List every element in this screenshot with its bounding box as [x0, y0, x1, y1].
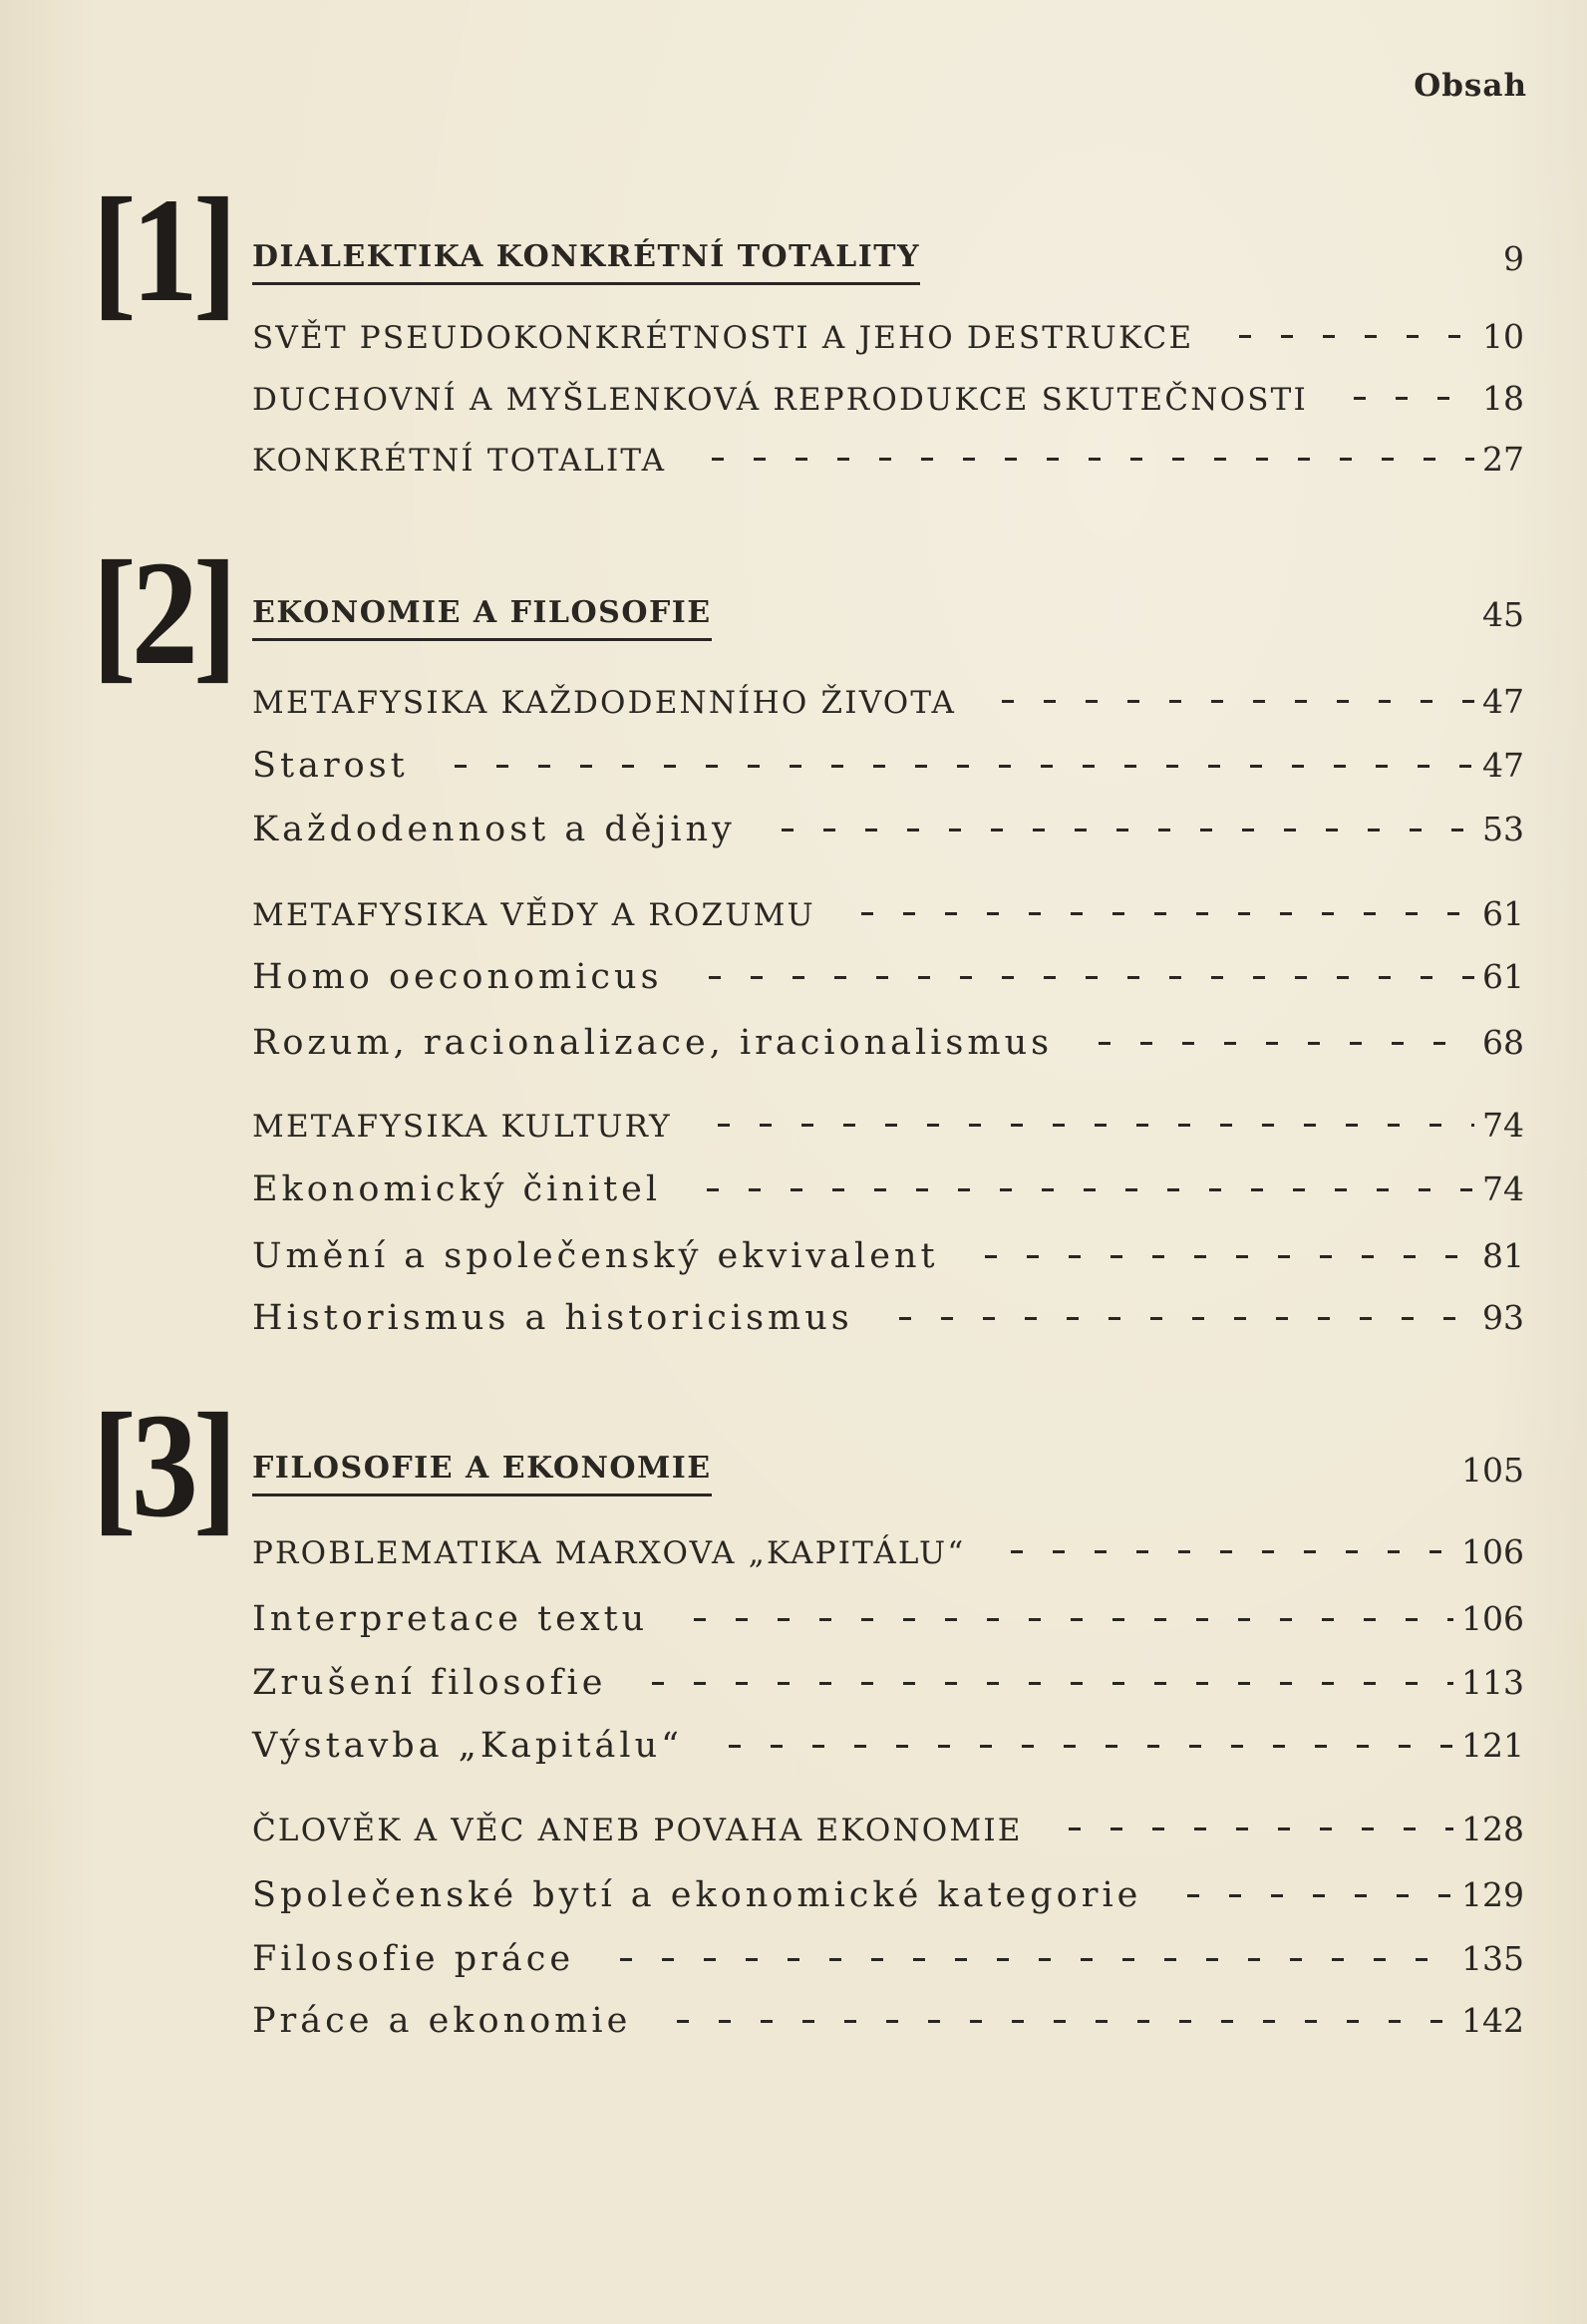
toc-entry-label: METAFYSIKA KULTURY [252, 1109, 672, 1145]
toc-page-number: 106 [1461, 1532, 1524, 1571]
dot-leader [1324, 397, 1474, 400]
toc-page-number: 129 [1461, 1875, 1524, 1914]
dot-leader [1069, 1042, 1474, 1045]
toc-page-number: 61 [1482, 957, 1524, 996]
toc-entry [252, 2001, 1524, 2041]
toc-page-number: 10 [1482, 317, 1524, 356]
toc-entry [252, 1106, 1524, 1145]
dot-leader [972, 700, 1474, 703]
toc-entry-label: Společenské bytí a ekonomické kategorie [252, 1875, 1142, 1915]
toc-page-number: 68 [1482, 1023, 1524, 1062]
toc-page-number: 18 [1482, 379, 1524, 418]
toc-page-number: 47 [1482, 682, 1524, 721]
toc-entry [252, 1023, 1524, 1063]
toc-entry [252, 1298, 1524, 1338]
dot-leader [869, 1317, 1474, 1320]
toc-page-number: 45 [1482, 595, 1524, 634]
toc-entry [252, 894, 1524, 933]
toc-entry-label: Ekonomický činitel [252, 1169, 662, 1209]
toc-page-number: 128 [1461, 1810, 1524, 1848]
toc-page-number: 27 [1482, 440, 1524, 479]
toc-entry [252, 317, 1524, 356]
toc-entry [252, 1599, 1524, 1639]
dot-leader [955, 1255, 1474, 1258]
part-number: [3] [92, 1383, 233, 1548]
dot-leader [677, 1188, 1474, 1191]
toc-page-number: 105 [1461, 1451, 1524, 1490]
toc-page-number: 142 [1461, 2001, 1524, 2040]
dot-leader [590, 1958, 1453, 1961]
dot-leader [752, 829, 1474, 831]
toc-entry-label: DUCHOVNÍ A MYŠLENKOVÁ REPRODUKCE SKUTEČNOSTI [252, 382, 1308, 418]
toc-page-number: 47 [1482, 746, 1524, 785]
toc-entry-label: KONKRÉTNÍ TOTALITA [252, 443, 667, 479]
toc-entry-label: Historismus a historicismus [252, 1298, 853, 1338]
toc-entry [252, 1532, 1524, 1571]
dot-leader [728, 617, 1474, 620]
toc-entry-label: FILOSOFIE A EKONOMIE [252, 1451, 712, 1496]
toc-page-number: 93 [1482, 1298, 1524, 1337]
dot-leader [1157, 1894, 1453, 1897]
toc-page-number: 121 [1461, 1726, 1524, 1765]
toc-entry-label: Každodennost a dějiny [252, 810, 736, 849]
toc-page-number: 9 [1503, 239, 1524, 278]
toc-entry-label: Homo oeconomicus [252, 957, 663, 997]
dot-leader [622, 1682, 1453, 1685]
toc-entry [252, 1236, 1524, 1276]
toc-entry-label: ČLOVĚK A VĚC ANEB POVAHA EKONOMIE [252, 1813, 1023, 1848]
part-title-row [252, 595, 1524, 641]
toc-entry [252, 1726, 1524, 1766]
toc-page-number: 74 [1482, 1106, 1524, 1145]
dot-leader [1039, 1827, 1453, 1830]
toc-entry [252, 1810, 1524, 1848]
toc-entry-label: METAFYSIKA KAŽDODENNÍHO ŽIVOTA [252, 685, 957, 721]
dot-leader [679, 976, 1474, 979]
toc-entry [252, 1939, 1524, 1979]
toc-entry [252, 379, 1524, 418]
dot-leader [664, 1618, 1453, 1621]
dot-leader [682, 458, 1474, 461]
toc-entry-label: METAFYSIKA VĚDY A ROZUMU [252, 897, 815, 933]
toc-entry [252, 746, 1524, 786]
dot-leader [688, 1124, 1474, 1127]
toc-page-number: 61 [1482, 894, 1524, 933]
part-title-row [252, 239, 1524, 285]
toc-entry-label: Práce a ekonomie [252, 2001, 632, 2041]
toc-entry-label: Rozum, racionalizace, iracionalismus [252, 1023, 1054, 1063]
toc-page-number: 81 [1482, 1236, 1524, 1275]
toc-entry-label: Umění a společenský ekvivalent [252, 1236, 939, 1276]
toc-page-number: 53 [1482, 810, 1524, 848]
dot-leader [1209, 335, 1474, 338]
page-header-title: Obsah [1414, 68, 1527, 104]
toc-entry [252, 1169, 1524, 1209]
toc-entry [252, 810, 1524, 849]
toc-page-number: 113 [1461, 1663, 1524, 1702]
toc-entry [252, 1663, 1524, 1703]
part-number: [2] [92, 530, 233, 696]
toc-entry-label: Výstavba „Kapitálu“ [252, 1726, 683, 1766]
toc-entry-label: Zrušení filosofie [252, 1663, 607, 1703]
dot-leader [981, 1550, 1453, 1553]
toc-entry-label: Interpretace textu [252, 1599, 649, 1639]
toc-page-number: 135 [1461, 1939, 1524, 1978]
part-title-row [252, 1451, 1524, 1496]
toc-entry-label: EKONOMIE A FILOSOFIE [252, 595, 712, 641]
dot-leader [728, 1473, 1453, 1476]
dot-leader [699, 1745, 1453, 1748]
toc-entry [252, 440, 1524, 479]
toc-entry-label: Starost [252, 746, 409, 786]
toc-page-number: 74 [1482, 1169, 1524, 1208]
dot-leader [831, 912, 1474, 915]
toc-entry [252, 1875, 1524, 1915]
toc-entry-label: PROBLEMATIKA MARXOVA „KAPITÁLU“ [252, 1535, 966, 1571]
toc-entry-label: Filosofie práce [252, 1939, 575, 1979]
dot-leader [936, 261, 1482, 264]
toc-entry [252, 957, 1524, 997]
toc-page-number: 106 [1461, 1599, 1524, 1638]
dot-leader [425, 765, 1474, 768]
toc-entry-label: DIALEKTIKA KONKRÉTNÍ TOTALITY [252, 239, 920, 285]
dot-leader [647, 2020, 1453, 2023]
part-number: [1] [92, 167, 233, 333]
toc-entry-label: SVĚT PSEUDOKONKRÉTNOSTI A JEHO DESTRUKCE [252, 320, 1194, 356]
toc-entry [252, 682, 1524, 721]
